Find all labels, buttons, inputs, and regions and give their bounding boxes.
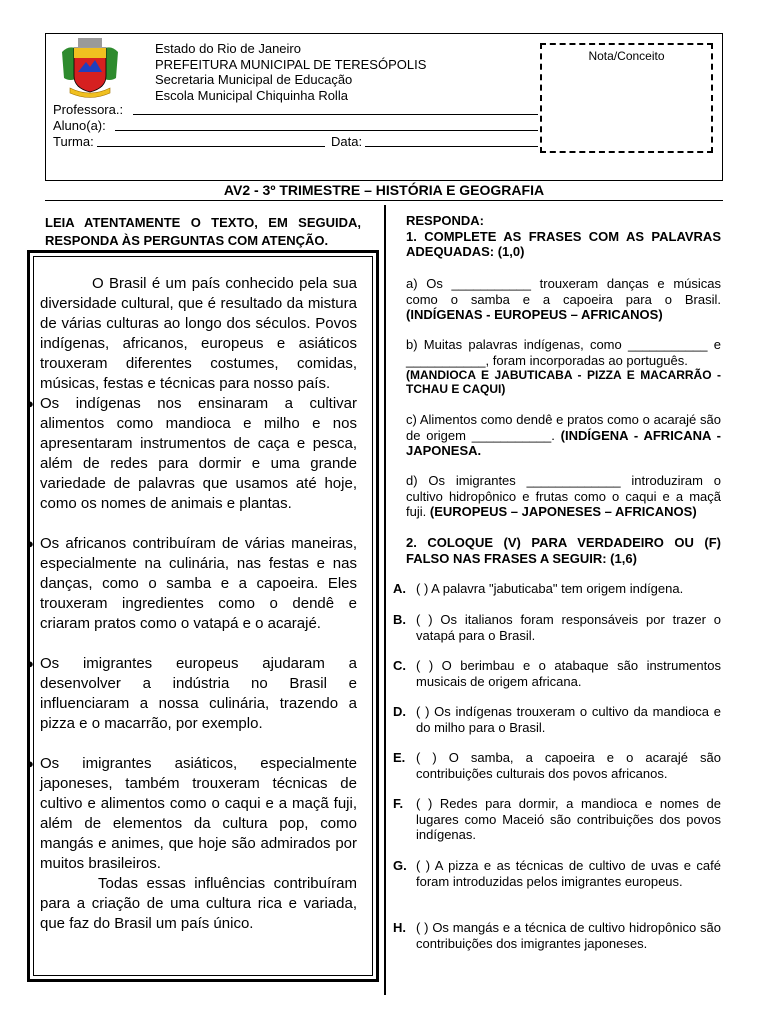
bullet-icon: ● [26, 536, 34, 551]
tf-item-b[interactable]: B. ( ) Os italianos foram responsáveis por trazer o vatapá para o Brasil. [393, 612, 721, 643]
tf-letter: C. [393, 658, 406, 673]
tf-item-d[interactable]: D. ( ) Os indígenas trouxeram o cultivo da mandioca e do milho para o Brasil. [393, 704, 721, 735]
student-fields [53, 102, 363, 150]
bullet-european: ● Os imigrantes europeus ajudaram a desenvolver a indústria no Brasil e influenciaram a nossa culinária, trazendo a pizza e o macarrão, por exemplo. [26, 655, 357, 732]
date-label: Data: [331, 134, 363, 149]
reading-instructions: LEIA ATENTAMENTE O TEXTO, EM SEGUIDA, RESPONDA ÀS PERGUNTAS COM ATENÇÃO. [45, 215, 361, 248]
student-label: Aluno(a): [53, 118, 106, 133]
class-label: Turma: [53, 134, 94, 149]
question-1-header [406, 213, 721, 260]
tf-item-h[interactable]: H. ( ) Os mangás e a técnica de cultivo hidropônico são contribuições dos imigrantes japoneses. [393, 920, 721, 951]
tf-item-a[interactable]: A. ( ) A palavra "jabuticaba" tem origem indígena. [393, 581, 684, 596]
reading-text [26, 274, 357, 934]
teacher-field[interactable] [133, 114, 538, 115]
exam-title: AV2 - 3º TRIMESTRE – HISTÓRIA E GEOGRAFIA [223, 182, 545, 198]
student-field[interactable] [115, 130, 538, 131]
bullet-indigenous: ● Os indígenas nos ensinaram a cultivar alimentos como mandioca e milho e nos apresentaram instrumentos de caça e pesca, além de redes para dormir e uma grande variedade de palavras que usamos até hoje, como os nomes de animais e plantas. [26, 395, 357, 512]
bullet-asian: ● Os imigrantes asiáticos, especialmente japoneses, também trouxeram técnicas de cultivo e alimentos como o caqui e a maçã fuji, além de elementos da cultura pop, como mangás e animes, que hoje são admirados por muitos brasileiros. [26, 755, 357, 872]
question-1-title: 1. COMPLETE AS FRASES COM AS PALAVRAS ADEQUADAS: (1,0) [406, 228, 721, 259]
municipal-crest-icon [60, 38, 120, 100]
grade-label: Nota/Conceito [588, 49, 665, 63]
prefecture-name: PREFEITURA MUNICIPAL DE TERESÓPOLIS [155, 56, 427, 72]
tf-item-e[interactable]: E. ( ) O samba, a capoeira e o acarajé são contribuições culturais dos povos africanos. [393, 750, 721, 781]
question-1d[interactable]: d) Os imigrantes _____________ introduziram o cultivo hidropônico e frutas como o caqui e a maçã fuji. (EUROPEUS – JAPONESES – AFRICANOS) [406, 473, 721, 519]
department-name: Secretaria Municipal de Educação [155, 72, 353, 87]
tf-letter: D. [393, 704, 406, 719]
tf-item-g[interactable]: G. ( ) A pizza e as técnicas de cultivo de uvas e café foram introduzidas pelos imigrantes europeus. [393, 858, 721, 889]
tf-letter: H. [393, 920, 406, 935]
tf-letter: E. [393, 750, 406, 765]
respond-label: RESPONDA: [406, 213, 485, 228]
bullet-icon: ● [26, 656, 34, 671]
tf-letter: G. [393, 858, 407, 873]
teacher-label: Professora.: [53, 102, 124, 117]
question-1a[interactable]: a) Os ___________ trouxeram danças e músicas como o samba e a capoeira para o Brasil. (INDÍGENAS - EUROPEUS – AFRICANOS) [406, 276, 721, 322]
conclusion-paragraph: Todas essas influências contribuíram para a criação de uma cultura rica e variada, que faz do Brasil um país único. [40, 875, 357, 932]
state-name: Estado do Rio de Janeiro [155, 41, 301, 56]
grade-box[interactable] [540, 43, 713, 153]
tf-item-c[interactable]: C. ( ) O berimbau e o atabaque são instrumentos musicais de origem africana. [393, 658, 721, 689]
tf-item-f[interactable]: F. ( ) Redes para dormir, a mandioca e nomes de lugares como Maceió são contribuições dos povos indígenas. [393, 796, 721, 842]
school-identification [155, 41, 426, 103]
bullet-icon: ● [26, 396, 34, 411]
question-2-title: 2. COLOQUE (V) PARA VERDADEIRO OU (F) FALSO NAS FRASES A SEGUIR: (1,6) [406, 535, 721, 566]
title-divider [45, 200, 723, 201]
tf-letter: F. [393, 796, 404, 811]
tf-letter: A. [393, 581, 406, 596]
intro-paragraph: O Brasil é um país conhecido pela sua diversidade cultural, que é resultado da mistura de várias culturas ao longo dos séculos. Povos indígenas, africanos, europeus e asiáticos trouxeram diferentes costumes, comidas, músicas, festas e técnicas para nosso país. [40, 275, 357, 392]
date-field[interactable] [365, 146, 538, 147]
bullet-icon: ● [26, 756, 34, 771]
question-1c[interactable]: c) Alimentos como dendê e pratos como o acarajé são de origem ___________. (INDÍGENA - AFRICANA - JAPONESA. [406, 412, 721, 458]
bullet-african: ● Os africanos contribuíram de várias maneiras, especialmente na culinária, nas festas e nas danças, como o samba e a capoeira. Eles trouxeram ingredientes como o dendê e criaram pratos como o vatapá e o acarajé. [26, 535, 357, 632]
column-divider [384, 205, 386, 995]
class-field[interactable] [97, 146, 325, 147]
question-1b[interactable]: b) Muitas palavras indígenas, como ___________ e ___________, foram incorporadas ao português. (MANDIOCA E JABUTICABA - PIZZA E MACARRÃO - TCHAU E CAQUI) [406, 337, 721, 396]
school-name: Escola Municipal Chiquinha Rolla [155, 87, 348, 103]
tf-letter: B. [393, 612, 406, 627]
